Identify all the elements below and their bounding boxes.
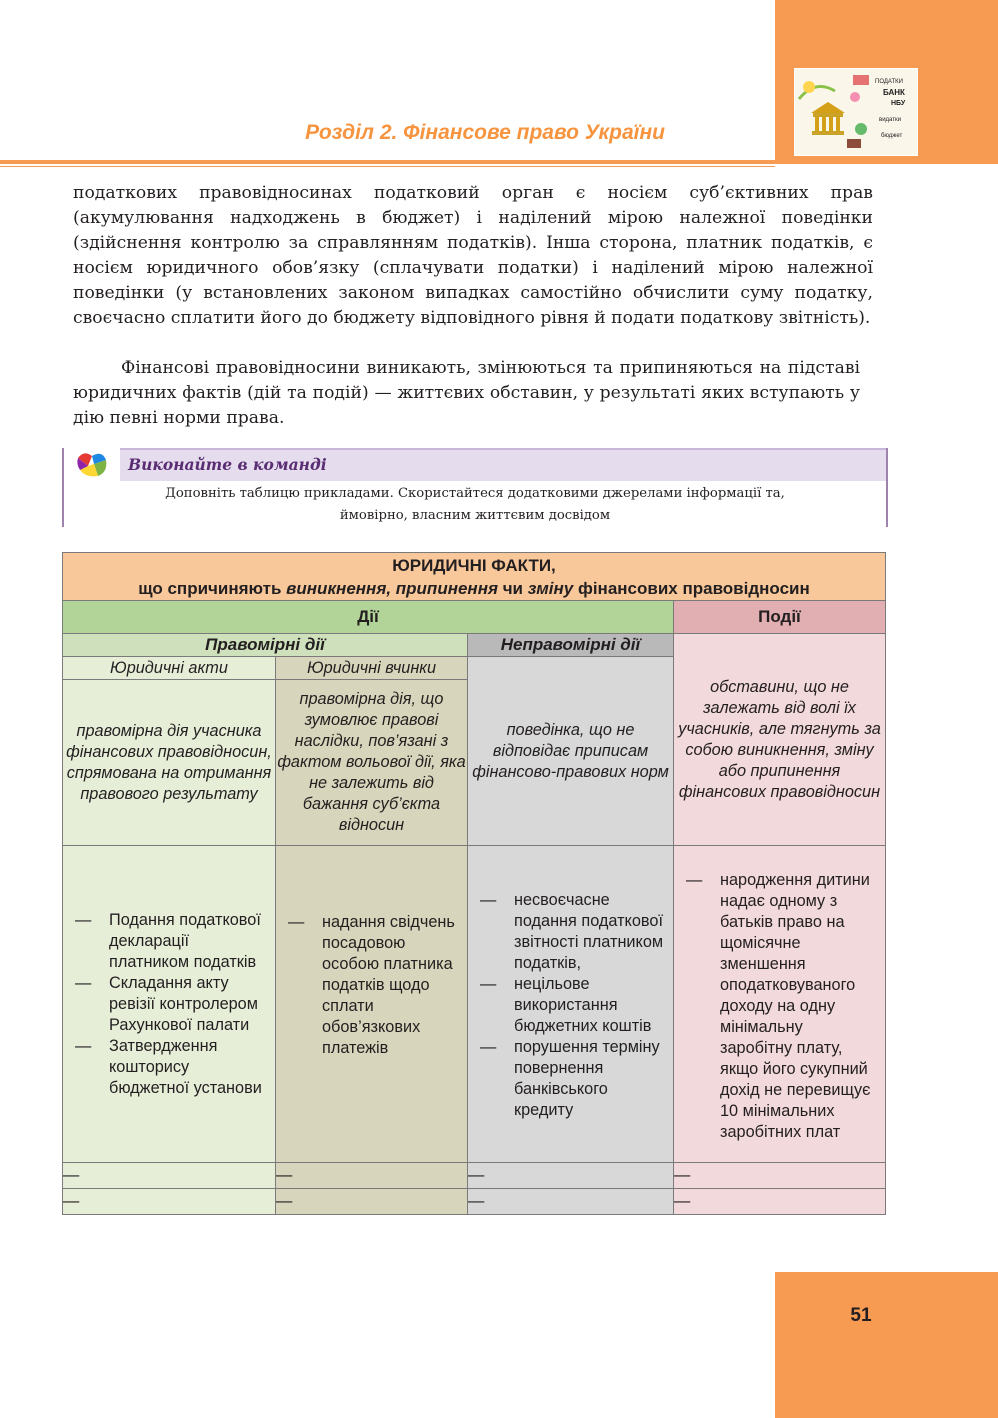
header-rule-thin bbox=[0, 166, 775, 167]
paragraph-text: податкових правовідносинах податковий орган є носієм суб’єктивних прав (акумулювання надходжень в бюджет) і наділений мірою належної поведінки (здійснення контролю за справлянням податків). Інша сторона, платник податків, є носієм юридичного обов’язку (сплачувати податки) і наділений мірою належної поведінки (у встановлених законом випадках самостійно обчислити суму податку, своєчасно сплатити його до бюджету відповідного рівня й подати податкову звітність). bbox=[73, 183, 873, 328]
list-dash: — bbox=[480, 1037, 497, 1056]
legal-acts-examples bbox=[63, 846, 276, 1163]
list-item bbox=[75, 973, 269, 1036]
list-dash: — bbox=[686, 870, 703, 889]
list-item-text: нецільове використання бюджетних коштів bbox=[514, 974, 652, 1035]
logo-word-nbu: НБУ bbox=[891, 100, 906, 107]
team-puzzle-icon bbox=[74, 448, 110, 480]
empty-cell[interactable]: — bbox=[63, 1189, 276, 1215]
empty-cell[interactable]: — bbox=[468, 1163, 674, 1189]
list-item-text: Складання акту ревізії контролером Рахункової палати bbox=[109, 973, 258, 1034]
table-category-row bbox=[63, 601, 886, 634]
page-number: 51 bbox=[850, 1305, 872, 1326]
table-title-cell bbox=[63, 553, 886, 601]
list-item-text: Затвердження кошторису бюджетної установи bbox=[109, 1036, 262, 1097]
empty-cell[interactable]: — bbox=[674, 1163, 886, 1189]
list-item-text: надання свідчень посадовою особою платника податків щодо сплати обов’язкових платежів bbox=[322, 913, 455, 1057]
unlawful-examples bbox=[468, 846, 674, 1163]
list-item bbox=[288, 912, 461, 1059]
logo-word-taxes: ПОДАТКИ bbox=[875, 79, 903, 85]
actions-header: Дії bbox=[63, 601, 674, 634]
title-part: що спричиняють bbox=[138, 578, 287, 598]
list-dash: — bbox=[480, 974, 497, 993]
empty-cell[interactable]: — bbox=[674, 1189, 886, 1215]
list-dash: — bbox=[75, 973, 92, 992]
table-title-line1: ЮРИДИЧНІ ФАКТИ, bbox=[392, 555, 556, 575]
logo-word-budget: бюджет bbox=[881, 133, 903, 139]
empty-cell[interactable]: — bbox=[468, 1189, 674, 1215]
task-text bbox=[64, 483, 886, 527]
events-definition: обставини, що не залежать від волі їх учасників, але тягнуть за собою виникнення, зміну або припинення фінансових правовідносин bbox=[674, 634, 886, 846]
table-empty-row bbox=[63, 1163, 886, 1189]
empty-cell[interactable]: — bbox=[276, 1163, 468, 1189]
list-dash: — bbox=[480, 890, 497, 909]
events-examples bbox=[674, 846, 886, 1163]
task-text-line: ймовірно, власним життєвим досвідом bbox=[339, 508, 611, 523]
list-item bbox=[480, 974, 667, 1037]
list-item-text: несвоєчасне подання податкової звітності платником податків, bbox=[514, 890, 664, 972]
task-title-bar bbox=[120, 448, 886, 481]
unlawful-definition: поведінка, що не відповідає приписам фінансово-правових норм bbox=[468, 657, 674, 846]
table-empty-row bbox=[63, 1189, 886, 1215]
table-examples-row bbox=[63, 846, 886, 1163]
title-part-italic: виникнення, припинення bbox=[286, 578, 498, 598]
task-title: Виконайте в команді bbox=[128, 455, 327, 474]
title-part: фінансових правовідносин bbox=[573, 578, 810, 598]
task-text-line: Доповніть таблицю прикладами. Скористайтеся додатковими джерелами інформації та, bbox=[165, 486, 785, 501]
list-dash: — bbox=[288, 913, 305, 931]
list-item bbox=[75, 910, 269, 973]
title-part-italic: зміну bbox=[527, 578, 574, 598]
legal-acts-definition: правомірна дія учасника фінансових правовідносин, спрямована на отримання правового результату bbox=[63, 680, 276, 846]
list-item-text: Подання податкової декларації платником податків bbox=[109, 910, 261, 971]
paragraph-text: Фінансові правовідносини виникають, змінюються та припиняються на підставі юридичних фактів (дій та подій) — життєвих обставин, у результаті яких вступають у дію певні норми права. bbox=[73, 358, 860, 428]
legal-facts-table bbox=[62, 552, 886, 1215]
empty-cell[interactable]: — bbox=[63, 1163, 276, 1189]
finance-collage-logo bbox=[794, 68, 918, 156]
chapter-title: Розділ 2. Фінансове право України bbox=[305, 121, 665, 144]
header-rule bbox=[0, 160, 775, 164]
list-item bbox=[480, 890, 667, 974]
body-paragraph-2 bbox=[73, 356, 860, 431]
title-part: чи bbox=[497, 578, 528, 598]
list-dash: — bbox=[75, 1036, 92, 1055]
list-item bbox=[75, 1036, 269, 1099]
table-title-row bbox=[63, 553, 886, 601]
list-item bbox=[480, 1037, 667, 1121]
empty-cell[interactable]: — bbox=[276, 1189, 468, 1215]
table-subcategory-row bbox=[63, 634, 886, 657]
legal-acts-header: Юридичні акти bbox=[63, 657, 276, 680]
list-item-text: народження дитини надає одному з батьків право на щомісячне зменшення оподатковуваного доходу на одну мінімальну заробітну плату, якщо його сукупний дохід не перевищує 10 мінімальних заробітних плат bbox=[720, 870, 871, 1141]
logo-word-expenses: видатки bbox=[879, 117, 901, 123]
legal-deeds-definition: правомірна дія, що зумовлює правові наслідки, пов’язані з фактом вольової дії, яка не залежить від бажання суб’єкта відносин bbox=[276, 680, 468, 846]
legal-deeds-header: Юридичні вчинки bbox=[276, 657, 468, 680]
list-dash: — bbox=[75, 910, 92, 929]
unlawful-actions-header: Неправомірні дії bbox=[468, 634, 674, 657]
team-task-box bbox=[62, 448, 888, 527]
side-decor-bottom bbox=[775, 1272, 998, 1418]
logo-word-bank: БАНК bbox=[883, 88, 905, 97]
body-paragraph-1 bbox=[73, 181, 873, 331]
legal-deeds-examples bbox=[276, 846, 468, 1163]
table-title-line2 bbox=[63, 577, 885, 600]
list-item-text: порушення терміну повернення банківського кредиту bbox=[514, 1037, 660, 1119]
events-header: Події bbox=[674, 601, 886, 634]
lawful-actions-header: Правомірні дії bbox=[63, 634, 468, 657]
list-item bbox=[686, 870, 879, 1143]
